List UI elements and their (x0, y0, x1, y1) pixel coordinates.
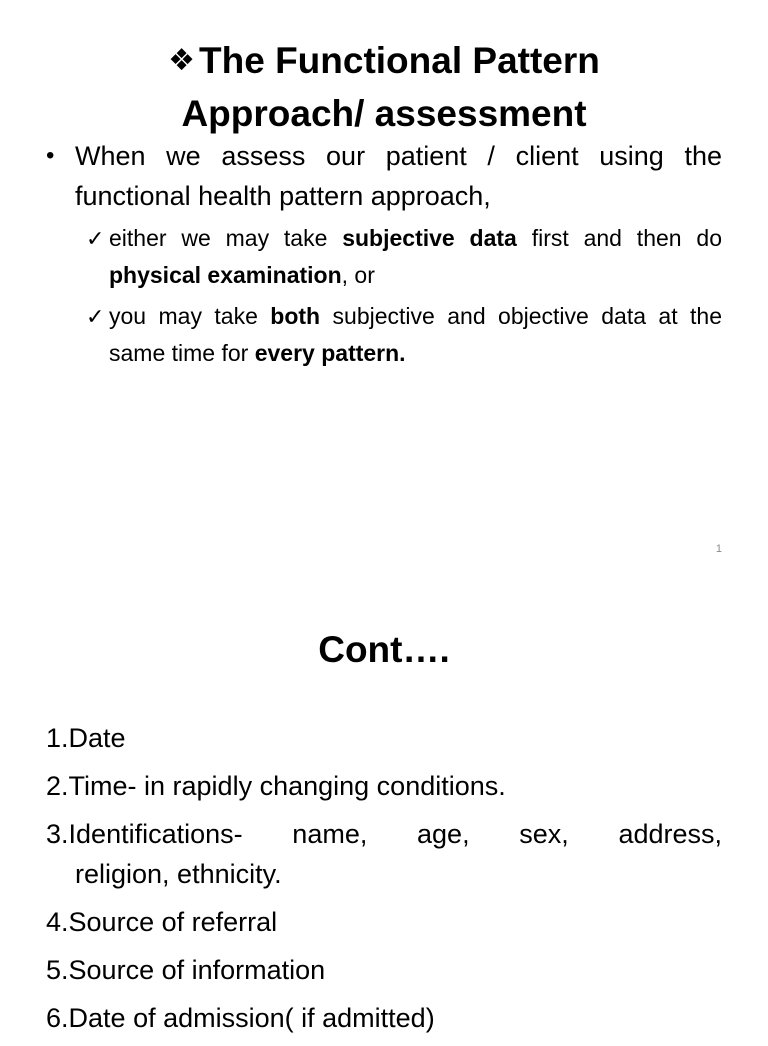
list-item-text: Date of admission( if admitted) (68, 1003, 435, 1033)
bullet-dot-icon: • (46, 142, 55, 169)
check-2-text-a: you may take (109, 303, 271, 329)
list-item-number: 5. (46, 955, 69, 985)
check-2-bold-b: every pattern. (254, 340, 406, 366)
list-item-number: 6. (46, 1003, 69, 1033)
check-1-text-a: either we may take (109, 225, 343, 251)
four-diamond-icon: ❖ (168, 44, 196, 77)
list-item (46, 718, 722, 758)
main-bullet-text: When we assess our patient / client using the functional health pattern approach, (75, 141, 722, 211)
title-line-1: The Functional Pattern (199, 40, 600, 81)
list-item-number: 1. (46, 723, 69, 753)
check-1-text-c: , or (341, 262, 375, 288)
list-item-text: Source of information (68, 955, 326, 985)
checkmark-icon: ✓ (86, 226, 105, 251)
check-item-2-text (109, 298, 722, 372)
list-item-number: 3. (46, 819, 69, 849)
check-1-text-b: first and then do (516, 225, 722, 251)
list-item (46, 998, 722, 1038)
list-item-number: 4. (46, 907, 69, 937)
slide-divider (0, 574, 768, 576)
list-item (46, 766, 722, 806)
check-2-text-b: subjective and objective data at the same time for (109, 303, 723, 366)
slide-2-title: Cont…. (318, 629, 450, 670)
list-item-number: 2. (46, 771, 69, 801)
list-item-text: Identifications- name, age, sex, address, (68, 819, 722, 849)
check-1-bold-a: subjective data (342, 225, 517, 251)
list-item-text: Date (68, 723, 126, 753)
check-item-2 (86, 298, 722, 372)
checkmark-icon: ✓ (86, 304, 105, 329)
slide-title (40, 34, 728, 140)
list-item-line-1 (46, 814, 722, 854)
numbered-list (46, 718, 722, 1046)
page-number: 1 (715, 543, 722, 555)
list-item (46, 950, 722, 990)
list-item (46, 902, 722, 942)
check-2-bold-a: both (270, 303, 321, 329)
list-item-line-2: religion, ethnicity. (75, 859, 282, 889)
title-line-2: Approach/ assessment (181, 93, 587, 134)
list-item-text: Time- in rapidly changing conditions. (68, 771, 506, 801)
list-item-text: Source of referral (68, 907, 278, 937)
check-item-1-text (109, 220, 722, 294)
check-item-1 (86, 220, 722, 294)
main-bullet (46, 136, 722, 216)
list-item (46, 814, 722, 894)
check-1-bold-b: physical examination (109, 262, 342, 288)
